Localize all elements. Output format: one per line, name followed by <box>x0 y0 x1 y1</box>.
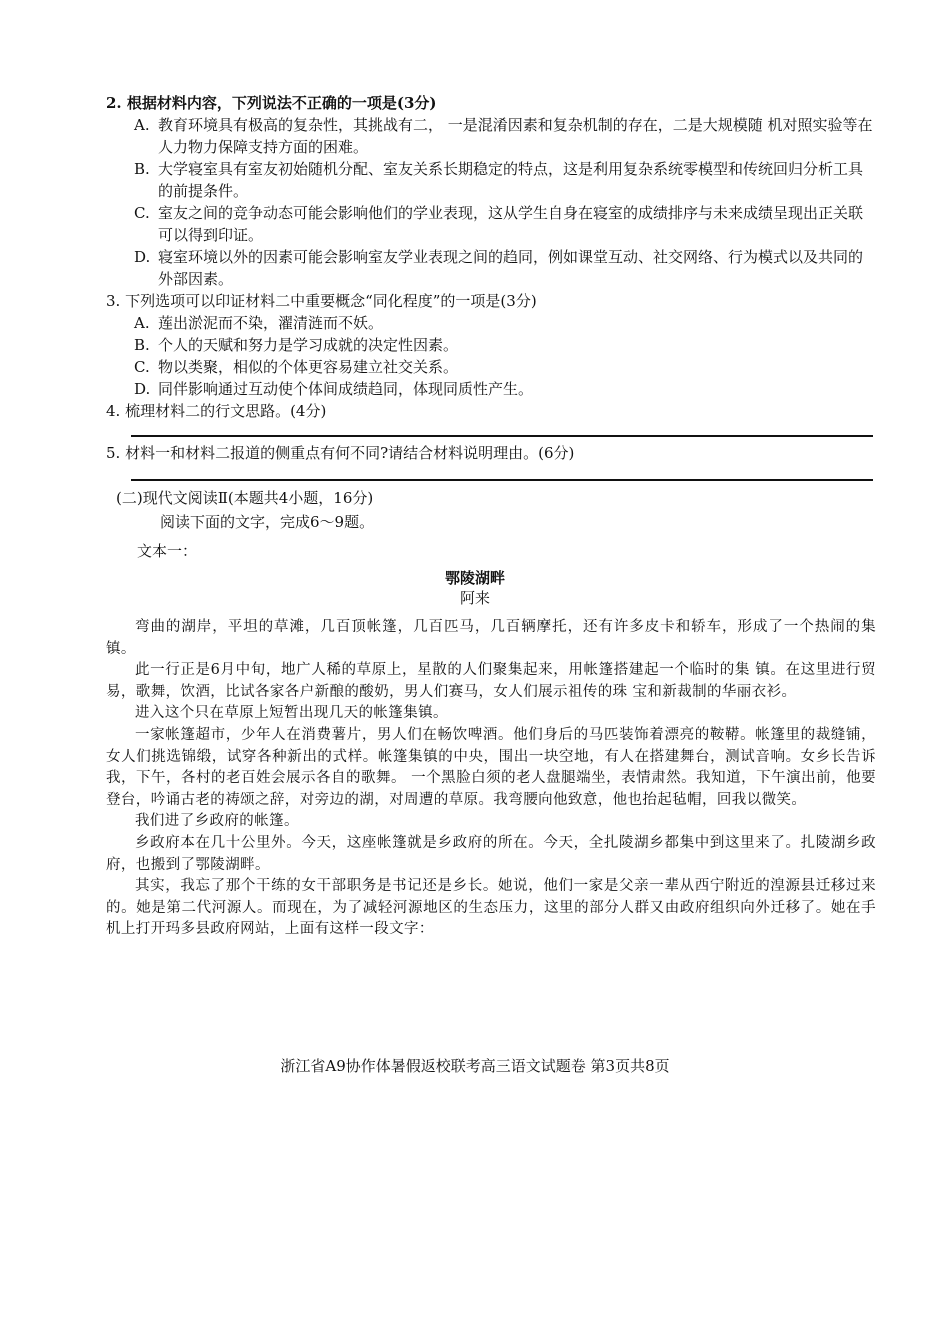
option-letter: C. <box>134 204 150 222</box>
q2-option-a <box>134 114 876 158</box>
option-letter: C. <box>134 358 150 376</box>
option-letter: D. <box>134 248 151 266</box>
option-letter: A. <box>134 116 150 134</box>
option-text: 个人的天赋和努力是学习成就的决定性因素。 <box>158 336 459 354</box>
answer-line <box>131 479 873 481</box>
article-body <box>106 617 876 941</box>
q3-option-d <box>134 378 876 400</box>
section-instruction: 阅读下面的文字，完成6～9题。 <box>160 513 375 531</box>
q2-option-b <box>134 158 876 202</box>
article-paragraph: 其实，我忘了那个干练的女干部职务是书记还是乡长。她说，他们一家是父亲一辈从西宁附近的湟源县迁移过来的。她是第二代河源人。而现在，为了减轻河源地区的生态压力，这里的部分人群又由政府组织向外迁移了。她在手机上打开玛多县政府网站，上面有这样一段文字： <box>106 878 876 938</box>
q3-option-a <box>134 312 876 334</box>
question-5: 5. 材料一和材料二报道的侧重点有何不同?请结合材料说明理由。(6分) <box>106 444 575 462</box>
option-text: 物以类聚，相似的个体更容易建立社交关系。 <box>158 358 459 376</box>
text-label: 文本一： <box>137 542 198 560</box>
q3-option-b <box>134 334 876 356</box>
article-title: 鄂陵湖畔 <box>444 569 505 587</box>
answer-line <box>131 435 873 437</box>
option-letter: B. <box>134 160 150 178</box>
section-heading: (二)现代文阅读Ⅱ(本题共4小题，16分) <box>116 489 374 507</box>
question-4: 4. 梳理材料二的行文思路。(4分) <box>106 402 327 420</box>
article-paragraph: 我们进了乡政府的帐篷。 <box>135 813 299 830</box>
option-text: 室友之间的竞争动态可能会影响他们的学业表现，这从学生自身在寝室的成绩排序与未来成绩呈现出正关联可以得到印证。 <box>158 204 864 244</box>
option-text: 同伴影响通过互动使个体间成绩趋同，体现同质性产生。 <box>158 380 534 398</box>
article-paragraph: 进入这个只在草原上短暂出现几天的帐篷集镇。 <box>135 705 448 722</box>
article-paragraph: 弯曲的湖岸，平坦的草滩，几百顶帐篷，几百匹马，几百辆摩托，还有许多皮卡和轿车，形成了一个热闹的集镇。 <box>106 619 876 657</box>
q2-option-d <box>134 246 876 290</box>
article-paragraph: 此一行正是6月中旬，地广人稀的草原上，星散的人们聚集起来，用帐篷搭建起一个临时的集 镇。在这里进行贸易，歌舞，饮酒，比试各家各户新酿的酸奶，男人们赛马，女人们展示祖传的珠 宝和新裁制的华丽衣衫。 <box>106 662 876 700</box>
q2-option-c <box>134 202 876 246</box>
option-text: 莲出淤泥而不染，濯清涟而不妖。 <box>158 314 384 332</box>
option-text: 寝室环境以外的因素可能会影响室友学业表现之间的趋同，例如课堂互动、社交网络、行为模式以及共同的外部因素。 <box>158 248 864 288</box>
article-author: 阿来 <box>459 589 490 607</box>
option-text: 大学寝室具有室友初始随机分配、室友关系长期稳定的特点，这是利用复杂系统零模型和传统回归分析工具的前提条件。 <box>158 160 864 200</box>
question-block <box>106 92 876 422</box>
option-letter: A. <box>134 314 150 332</box>
question-2: 2. 根据材料内容，下列说法不正确的一项是(3分) <box>106 94 437 112</box>
article-paragraph: 一家帐篷超市，少年人在消费薯片，男人们在畅饮啤酒。他们身后的马匹装饰着漂亮的鞍鞯。帐篷里的裁缝铺，女人们挑选锦缎，试穿各种新出的式样。帐篷集镇的中央，围出一块空地，有人在搭建舞台，测试音响。女乡长告诉我，下午，各村的老百姓会展示各自的歌舞。 一个黑脸白须的老人盘腿端坐，表情肃然。我知道，下午演出前，他要登台，吟诵古老的祷颂之辞，对旁边的湖，对周遭的草原。我弯腰向他致意，他也抬起毡帽，回我以微笑。 <box>106 726 876 808</box>
q3-option-c <box>134 356 876 378</box>
page-footer: 浙江省A9协作体暑假返校联考高三语文试题卷 第3页共8页 <box>280 1057 670 1075</box>
article-paragraph: 乡政府本在几十公里外。今天，这座帐篷就是乡政府的所在。今天，全扎陵湖乡都集中到这里来了。扎陵湖乡政府，也搬到了鄂陵湖畔。 <box>106 834 876 873</box>
option-letter: D. <box>134 380 151 398</box>
option-letter: B. <box>134 336 150 354</box>
question-3: 3. 下列选项可以印证材料二中重要概念“同化程度”的一项是(3分) <box>106 292 537 310</box>
option-text: 教育环境具有极高的复杂性，其挑战有二， 一是混淆因素和复杂机制的存在，二是大规模随 机对照实验等在人力物力保障支持方面的困难。 <box>158 116 873 156</box>
